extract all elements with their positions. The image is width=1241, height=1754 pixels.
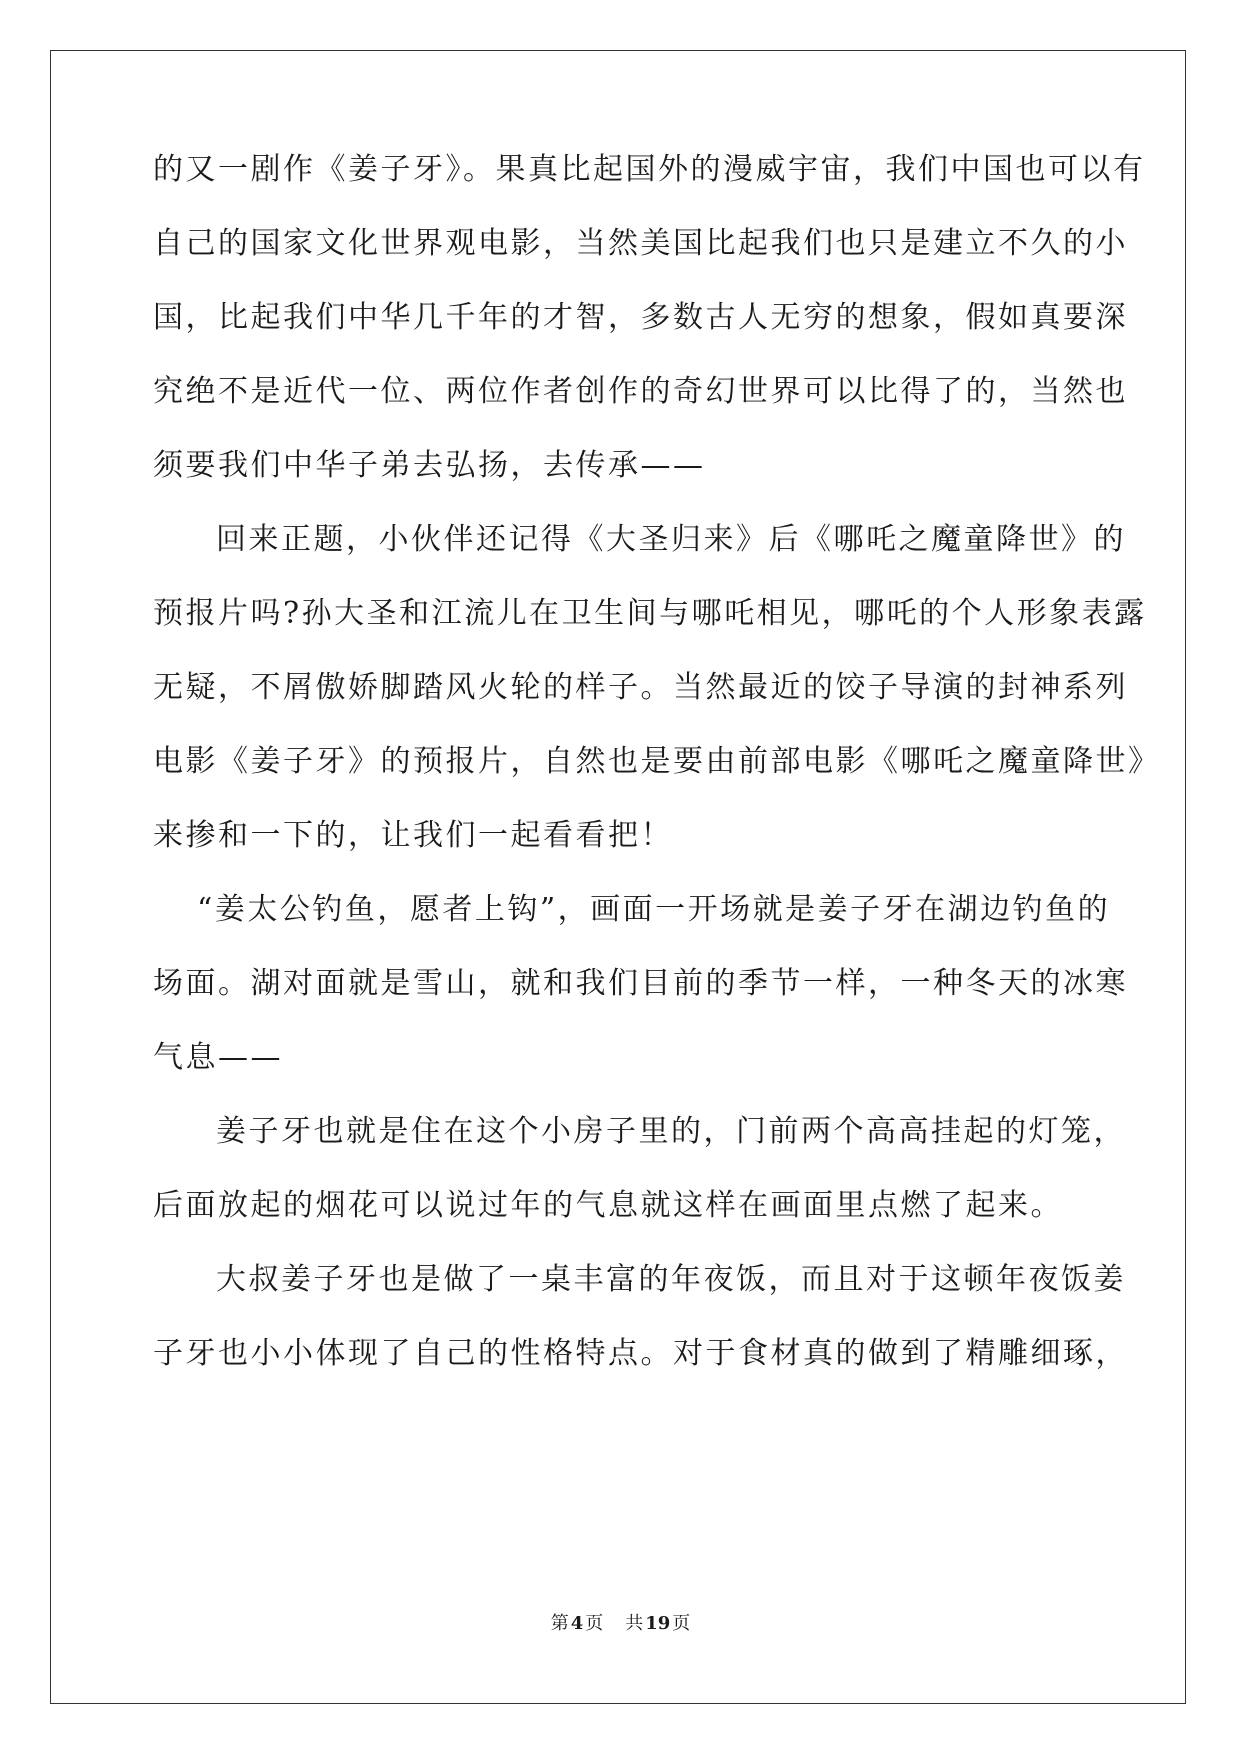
text-line: 气息—— — [153, 1040, 283, 1075]
text-line: 究绝不是近代一位、两位作者创作的奇幻世界可以比得了的，当然也 — [153, 374, 1128, 409]
text-line: 无疑，不屑傲娇脚踏风火轮的样子。当然最近的饺子导演的封神系列 — [153, 670, 1128, 705]
text-line: 须要我们中华子弟去弘扬，去传承—— — [153, 448, 706, 483]
page-number: 4 — [570, 1613, 584, 1634]
text-line: 自己的国家文化世界观电影，当然美国比起我们也只是建立不久的小 — [153, 226, 1128, 261]
total-pages: 19 — [645, 1613, 671, 1634]
page-prefix: 第 — [550, 1613, 569, 1634]
total-prefix: 共 — [625, 1613, 644, 1634]
text-line: 子牙也小小体现了自己的性格特点。对于食材真的做到了精雕细琢， — [153, 1336, 1128, 1371]
text-line: 预报片吗?孙大圣和江流儿在卫生间与哪吒相见，哪吒的个人形象表露 — [153, 596, 1147, 631]
text-line: “姜太公钓鱼，愿者上钩”，画面一开场就是姜子牙在湖边钓鱼的 — [197, 892, 1111, 927]
text-line: 来掺和一下的，让我们一起看看把！ — [153, 818, 673, 853]
text-line: 电影《姜子牙》的预报片，自然也是要由前部电影《哪吒之魔童降世》 — [153, 744, 1161, 779]
page-footer — [0, 1612, 1241, 1636]
text-line: 姜子牙也就是住在这个小房子里的，门前两个高高挂起的灯笼， — [216, 1114, 1126, 1149]
text-line: 后面放起的烟花可以说过年的气息就这样在画面里点燃了起来。 — [153, 1188, 1063, 1223]
text-line: 大叔姜子牙也是做了一桌丰富的年夜饭，而且对于这顿年夜饭姜 — [216, 1262, 1126, 1297]
text-line: 的又一剧作《姜子牙》。果真比起国外的漫威宇宙，我们中国也可以有 — [153, 152, 1146, 187]
text-line: 回来正题，小伙伴还记得《大圣归来》后《哪吒之魔童降世》的 — [216, 522, 1126, 557]
page-suffix: 页 — [585, 1613, 604, 1634]
text-line: 场面。湖对面就是雪山，就和我们目前的季节一样，一种冬天的冰寒 — [153, 966, 1128, 1001]
text-line: 国，比起我们中华几千年的才智，多数古人无穷的想象，假如真要深 — [153, 300, 1128, 335]
total-suffix: 页 — [672, 1613, 691, 1634]
